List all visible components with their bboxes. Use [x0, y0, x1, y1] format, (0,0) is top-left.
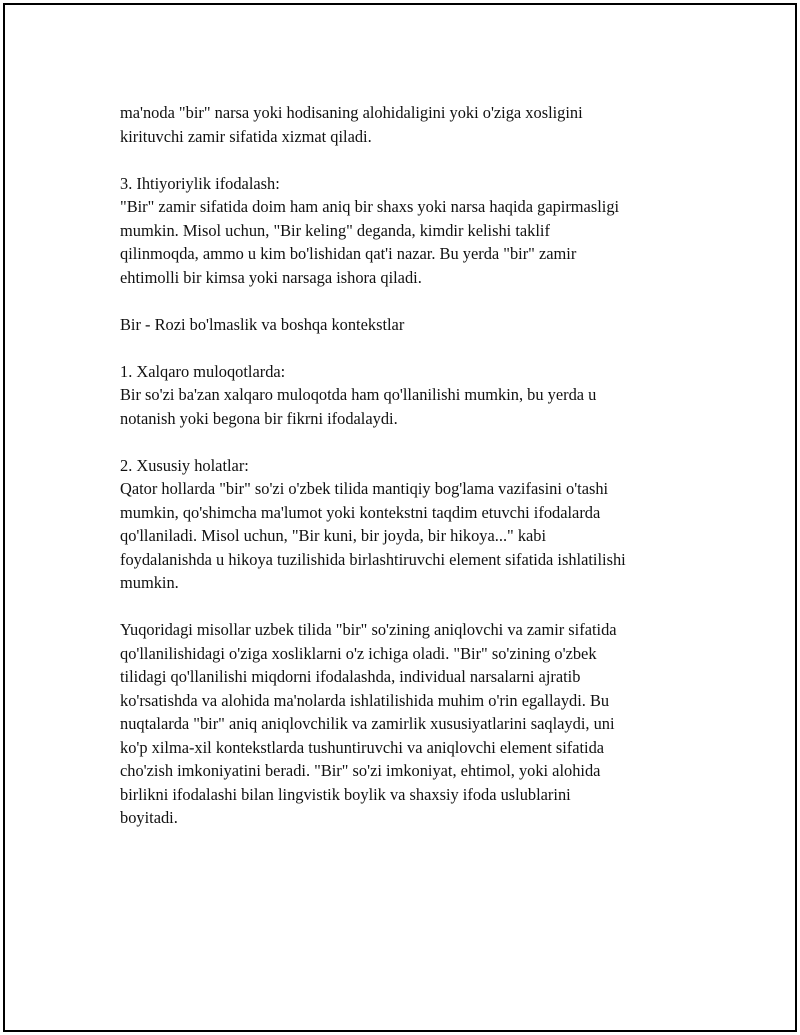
text-line: notanish yoki begona bir fikrni ifodalaydi.	[120, 408, 398, 428]
text-line: ehtimolli bir kimsa yoki narsaga ishora qiladi.	[120, 267, 422, 287]
text-line: qo'llaniladi. Misol uchun, "Bir kuni, bir joyda, bir hikoya..." kabi	[120, 526, 547, 545]
text-line: mumkin. Misol uchun, "Bir keling" deganda, kimdir kelishi taklif	[120, 220, 550, 240]
text-line: qo'llanilishidagi o'ziga xosliklarni o'z ichiga oladi. "Bir" so'zining o'zbek	[120, 643, 597, 663]
text-line: tilidagi qo'llanilishi miqdorni ifodalashda, individual narsalarni ajratib	[120, 667, 581, 686]
text-line: ko'rsatishda va alohida ma'nolarda ishlatilishida muhim o'rin egallaydi. Bu	[120, 690, 610, 710]
paragraph	[120, 360, 710, 431]
text-line: nuqtalarda "bir" aniq aniqlovchilik va zamirlik xususiyatlarini saqlaydi, uni	[120, 714, 615, 733]
document-body	[120, 101, 710, 853]
text-line: Bir so'zi ba'zan xalqaro muloqotda ham qo'llanilishi mumkin, bu yerda u	[120, 385, 597, 404]
text-line: mumkin, qo'shimcha ma'lumot yoki kontekstni taqdim etuvchi ifodalarda	[120, 502, 601, 522]
text-line: Yuqoridagi misollar uzbek tilida "bir" so'zining aniqlovchi va zamir sifatida	[120, 620, 617, 639]
paragraph	[120, 454, 710, 595]
text-line: ma'noda "bir" narsa yoki hodisaning alohidaligini yoki o'ziga xosligini	[120, 103, 583, 122]
text-line: birlikni ifodalashi bilan lingvistik boylik va shaxsiy ifoda uslublarini	[120, 784, 571, 804]
text-line: foydalanishda u hikoya tuzilishida birlashtiruvchi element sifatida ishlatilishi	[120, 549, 626, 569]
section-heading: 1. Xalqaro muloqotlarda:	[120, 361, 286, 381]
paragraph	[120, 618, 710, 830]
paragraph	[120, 101, 710, 148]
text-line: mumkin.	[120, 573, 179, 592]
text-line: cho'zish imkoniyatini beradi. "Bir" so'zi imkoniyat, ehtimol, yoki alohida	[120, 761, 601, 780]
text-line: kirituvchi zamir sifatida xizmat qiladi.	[120, 126, 372, 146]
paragraph	[120, 172, 710, 290]
section-heading: 2. Xususiy holatlar:	[120, 455, 249, 475]
document-page	[3, 3, 797, 1032]
section-title: Bir - Rozi bo'lmaslik va boshqa kontekstlar	[120, 314, 405, 334]
section-heading: 3. Ihtiyoriylik ifodalash:	[120, 173, 280, 193]
paragraph	[120, 313, 710, 337]
text-line: boyitadi.	[120, 808, 178, 827]
text-line: ko'p xilma-xil kontekstlarda tushuntiruvchi va aniqlovchi element sifatida	[120, 737, 605, 757]
text-line: Qator hollarda "bir" so'zi o'zbek tilida mantiqiy bog'lama vazifasini o'tashi	[120, 479, 609, 498]
text-line: "Bir" zamir sifatida doim ham aniq bir shaxs yoki narsa haqida gapirmasligi	[120, 197, 620, 216]
text-line: qilinmoqda, ammo u kim bo'lishidan qat'i nazar. Bu yerda "bir" zamir	[120, 244, 577, 263]
